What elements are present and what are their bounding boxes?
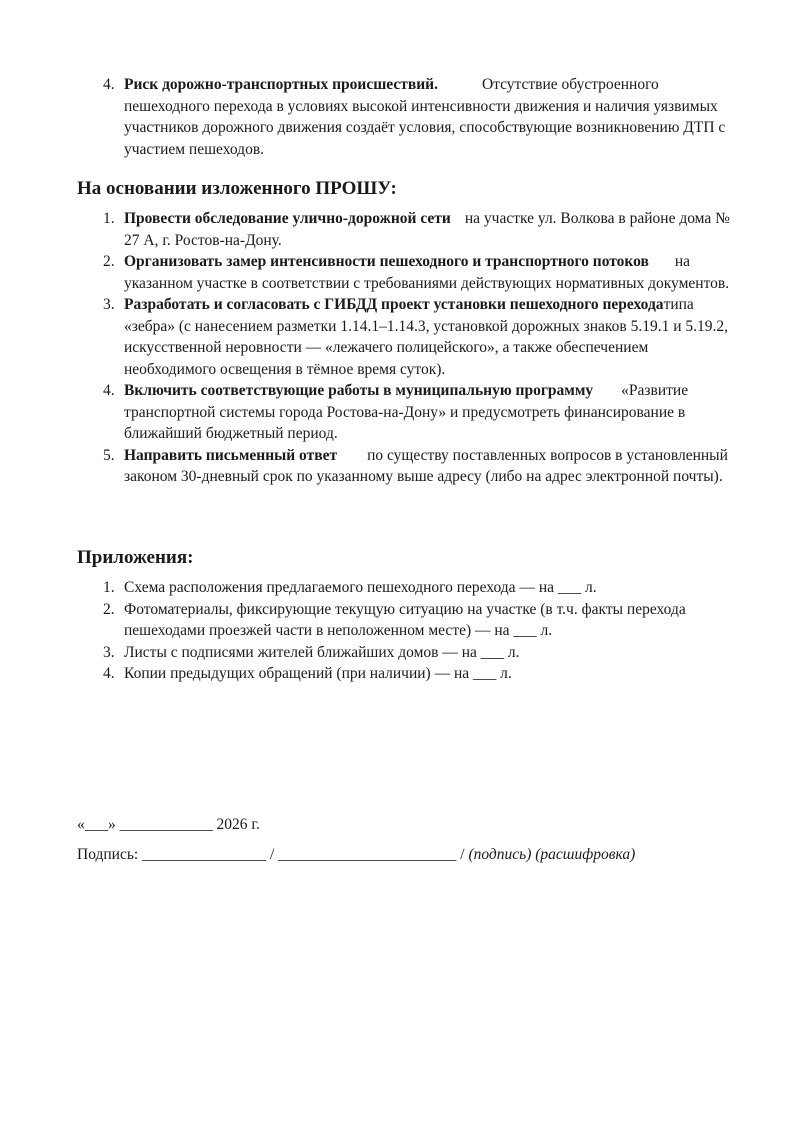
attachments-list: [0, 577, 800, 685]
list-item: [0, 445, 800, 488]
item-number: 1.: [103, 210, 115, 227]
item-number: 4.: [103, 665, 115, 682]
item-number: 3.: [103, 643, 115, 661]
item-number: 2.: [103, 253, 115, 270]
list-item: [0, 380, 800, 445]
attachments-heading: Приложения:: [77, 547, 194, 568]
request-list: [0, 208, 800, 488]
list-item: [0, 74, 800, 160]
list-item: [0, 577, 800, 599]
list-item: [0, 208, 800, 251]
list-item: [0, 251, 800, 294]
item-text: Листы с подписями жителей ближайших домов — на ___ л.: [124, 643, 520, 661]
item-text: Схема расположения предлагаемого пешеходного перехода — на ___ л.: [124, 579, 597, 596]
item-number: 5.: [103, 446, 115, 464]
item-text: «Развитие транспортной системы города Ростова-на-Дону» и предусмотреть финансирование в ближайший бюджетный период.: [124, 382, 689, 442]
signature-label: Подпись: ________________ / _______________________ /: [77, 846, 465, 863]
list-item: [0, 294, 800, 380]
item-text: на указанном участке в соответствии с требованиями действующих нормативных документов.: [124, 253, 730, 292]
request-heading: На основании изложенного ПРОШУ:: [77, 178, 397, 199]
signature-hint: (подпись) (расшифровка): [468, 846, 636, 863]
item-number: 1.: [103, 579, 115, 596]
item-bold-text: Организовать замер интенсивности пешеходного и транспортного потоков: [124, 253, 649, 270]
list-item: [0, 642, 800, 664]
list-item: [0, 599, 800, 642]
signature-line: [77, 846, 635, 864]
item-number: 2.: [103, 600, 115, 618]
item-text: типа «зебра» (с нанесением разметки 1.14.1–1.14.3, установкой дорожных знаков 5.19.1 и 5.19.2, искусственной неровности — «лежачего полицейского», а также обеспечением необходимого освещения в тёмное время суток).: [124, 296, 729, 378]
item-bold-text: Включить соответствующие работы в муниципальную программу: [124, 382, 594, 399]
item-bold-text: Провести обследование улично-дорожной сети: [124, 210, 451, 227]
item-text: по существу поставленных вопросов в установленный законом 30-дневный срок по указанному выше адресу (либо на адрес электронной почты).: [124, 446, 728, 485]
item-number: 4.: [103, 76, 115, 93]
list-item: [0, 663, 800, 685]
item-text: Копии предыдущих обращений (при наличии) — на ___ л.: [124, 665, 512, 682]
item-bold-text: Риск дорожно-транспортных происшествий.: [124, 76, 438, 93]
item-text: на участке ул. Волкова в районе дома № 27 А, г. Ростов-на-Дону.: [124, 210, 730, 249]
item-bold-text: Направить письменный ответ: [124, 446, 338, 464]
date-line: «___» ____________ 2026 г.: [77, 816, 260, 833]
item-number: 4.: [103, 382, 115, 399]
item-bold-text: Разработать и согласовать с ГИБДД проект установки пешеходного перехода: [124, 296, 664, 313]
item-number: 3.: [103, 296, 115, 313]
risk-list: [0, 74, 800, 160]
item-text: Фотоматериалы, фиксирующие текущую ситуацию на участке (в т.ч. факты перехода пешеходами проезжей части в неположенном месте) — на ___ л.: [124, 600, 686, 639]
item-text: Отсутствие обустроенного пешеходного перехода в условиях высокой интенсивности движения и наличия уязвимых участников дорожного движения создаёт условия, способствующие возникновению ДТП с участием пешеходов.: [124, 76, 726, 158]
